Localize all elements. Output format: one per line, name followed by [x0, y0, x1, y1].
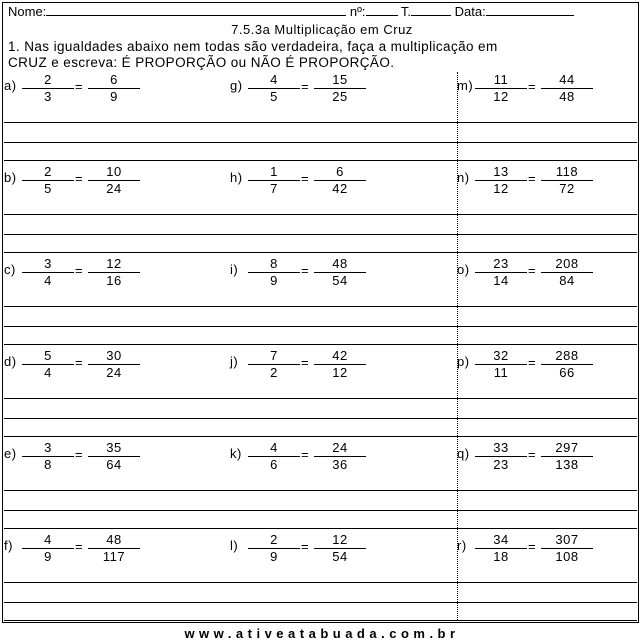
denominator: 16 — [106, 273, 122, 288]
instruction-line-2: CRUZ e escreva: É PROPORÇÃO ou NÃO É PROPORÇÃO. — [8, 55, 395, 70]
left-fraction — [22, 533, 74, 563]
page-title: 7.5.3a Multiplicação em Cruz — [231, 22, 413, 37]
denominator: 64 — [106, 457, 122, 472]
exercise-item — [4, 348, 224, 388]
answer-line[interactable] — [4, 490, 637, 491]
exercise-item — [4, 440, 224, 480]
denominator: 72 — [559, 181, 575, 196]
answer-line[interactable] — [4, 344, 637, 345]
numerator: 6 — [110, 72, 118, 87]
denominator: 5 — [44, 181, 52, 196]
answer-line[interactable] — [4, 418, 637, 419]
answer-line[interactable] — [4, 602, 637, 603]
class-label: T. — [400, 4, 412, 19]
student-info-line — [8, 4, 574, 19]
numerator: 4 — [270, 72, 278, 87]
denominator: 138 — [555, 457, 579, 472]
left-fraction — [248, 257, 300, 287]
left-fraction — [475, 257, 527, 287]
exercise-item — [4, 256, 224, 296]
left-fraction — [248, 73, 300, 103]
exercise-letter: e) — [4, 446, 17, 461]
exercise-letter: p) — [457, 354, 470, 369]
left-fraction — [475, 73, 527, 103]
exercise-letter: n) — [457, 170, 470, 185]
exercise-letter: f) — [4, 538, 13, 553]
equals-sign: = — [75, 355, 84, 370]
denominator: 6 — [270, 457, 278, 472]
denominator: 54 — [332, 549, 348, 564]
numerator: 44 — [559, 72, 575, 87]
equals-sign: = — [528, 355, 537, 370]
answer-line[interactable] — [4, 398, 637, 399]
instruction-line-1: 1. Nas igualdades abaixo nem todas são verdadeira, faça a multiplicação em — [8, 39, 498, 54]
denominator: 5 — [270, 89, 278, 104]
denominator: 4 — [44, 365, 52, 380]
denominator: 48 — [559, 89, 575, 104]
numerator: 32 — [493, 348, 509, 363]
right-fraction — [88, 349, 140, 379]
answer-line[interactable] — [4, 510, 637, 511]
numerator: 13 — [493, 164, 509, 179]
exercise-letter: k) — [230, 446, 242, 461]
denominator: 3 — [44, 89, 52, 104]
numerator: 33 — [493, 440, 509, 455]
numerator: 4 — [270, 440, 278, 455]
denominator: 84 — [559, 273, 575, 288]
numerator: 297 — [555, 440, 579, 455]
right-fraction — [541, 73, 593, 103]
equals-sign: = — [301, 79, 310, 94]
left-fraction — [22, 165, 74, 195]
numerator: 30 — [106, 348, 122, 363]
answer-line[interactable] — [4, 436, 637, 437]
left-fraction — [248, 533, 300, 563]
number-blank[interactable] — [366, 15, 398, 16]
name-blank[interactable] — [46, 15, 346, 16]
denominator: 24 — [106, 365, 122, 380]
denominator: 8 — [44, 457, 52, 472]
equals-sign: = — [301, 539, 310, 554]
numerator: 3 — [44, 440, 52, 455]
numerator: 10 — [106, 164, 122, 179]
answer-line[interactable] — [4, 528, 637, 529]
number-label: nº: — [349, 4, 366, 19]
denominator: 9 — [270, 273, 278, 288]
instructions — [8, 39, 628, 71]
left-fraction — [22, 441, 74, 471]
exercise-letter: r) — [457, 538, 467, 553]
denominator: 18 — [493, 549, 509, 564]
denominator: 117 — [102, 549, 126, 564]
denominator: 25 — [332, 89, 348, 104]
numerator: 48 — [332, 256, 348, 271]
denominator: 12 — [332, 365, 348, 380]
denominator: 23 — [493, 457, 509, 472]
numerator: 12 — [332, 532, 348, 547]
numerator: 3 — [44, 256, 52, 271]
answer-line[interactable] — [4, 252, 637, 253]
denominator: 66 — [559, 365, 575, 380]
denominator: 12 — [493, 181, 509, 196]
left-fraction — [248, 441, 300, 471]
denominator: 9 — [270, 549, 278, 564]
denominator: 42 — [332, 181, 348, 196]
denominator: 14 — [493, 273, 509, 288]
denominator: 54 — [332, 273, 348, 288]
exercise-letter: h) — [230, 170, 243, 185]
left-fraction — [248, 349, 300, 379]
exercise-item — [230, 348, 450, 388]
equals-sign: = — [301, 171, 310, 186]
footer-url: www.ativeatabuada.com.br — [184, 626, 460, 641]
numerator: 15 — [332, 72, 348, 87]
numerator: 2 — [270, 532, 278, 547]
answer-line[interactable] — [4, 142, 637, 143]
exercise-item — [230, 164, 450, 204]
equals-sign: = — [75, 79, 84, 94]
denominator: 24 — [106, 181, 122, 196]
equals-sign: = — [75, 539, 84, 554]
name-label: Nome: — [8, 4, 47, 19]
right-fraction — [314, 165, 366, 195]
exercise-letter: l) — [230, 538, 239, 553]
numerator: 208 — [555, 256, 579, 271]
equals-sign: = — [301, 447, 310, 462]
date-label: Data: — [454, 4, 486, 19]
denominator: 7 — [270, 181, 278, 196]
numerator: 48 — [106, 532, 122, 547]
left-fraction — [22, 257, 74, 287]
exercise-letter: c) — [4, 262, 16, 277]
equals-sign: = — [75, 171, 84, 186]
left-fraction — [248, 165, 300, 195]
right-fraction — [314, 73, 366, 103]
numerator: 1 — [270, 164, 278, 179]
right-fraction — [88, 257, 140, 287]
right-fraction — [88, 441, 140, 471]
numerator: 5 — [44, 348, 52, 363]
equals-sign: = — [528, 79, 537, 94]
exercise-item — [4, 532, 224, 572]
exercise-item — [4, 164, 224, 204]
left-fraction — [475, 349, 527, 379]
denominator: 4 — [44, 273, 52, 288]
equals-sign: = — [528, 447, 537, 462]
exercise-letter: b) — [4, 170, 17, 185]
right-fraction — [541, 441, 593, 471]
answer-line[interactable] — [4, 214, 637, 215]
right-fraction — [541, 349, 593, 379]
numerator: 2 — [44, 72, 52, 87]
exercise-item — [457, 72, 644, 112]
right-fraction — [541, 533, 593, 563]
right-fraction — [314, 257, 366, 287]
numerator: 307 — [555, 532, 579, 547]
numerator: 6 — [336, 164, 344, 179]
denominator: 9 — [110, 89, 118, 104]
class-blank[interactable] — [411, 15, 451, 16]
denominator: 2 — [270, 365, 278, 380]
right-fraction — [88, 533, 140, 563]
exercise-item — [457, 348, 644, 388]
exercise-letter: g) — [230, 78, 243, 93]
exercise-item — [230, 256, 450, 296]
denominator: 12 — [493, 89, 509, 104]
left-fraction — [22, 73, 74, 103]
numerator: 4 — [44, 532, 52, 547]
equals-sign: = — [75, 447, 84, 462]
exercise-item — [230, 440, 450, 480]
exercise-item — [4, 72, 224, 112]
equals-sign: = — [75, 263, 84, 278]
exercise-letter: q) — [457, 446, 470, 461]
right-fraction — [314, 533, 366, 563]
exercise-letter: a) — [4, 78, 17, 93]
exercise-item — [230, 532, 450, 572]
exercise-item — [457, 440, 644, 480]
left-fraction — [475, 533, 527, 563]
denominator: 108 — [555, 549, 579, 564]
answer-line[interactable] — [4, 326, 637, 327]
numerator: 11 — [493, 72, 509, 87]
answer-line[interactable] — [4, 234, 637, 235]
equals-sign: = — [528, 171, 537, 186]
exercise-letter: o) — [457, 262, 470, 277]
numerator: 12 — [106, 256, 122, 271]
exercise-item — [457, 164, 644, 204]
exercise-item — [457, 532, 644, 572]
right-fraction — [314, 349, 366, 379]
answer-line[interactable] — [4, 582, 637, 583]
right-fraction — [88, 73, 140, 103]
exercise-letter: d) — [4, 354, 17, 369]
numerator: 24 — [332, 440, 348, 455]
exercise-letter: m) — [457, 78, 474, 93]
exercise-item — [457, 256, 644, 296]
numerator: 34 — [493, 532, 509, 547]
numerator: 42 — [332, 348, 348, 363]
date-blank[interactable] — [486, 15, 574, 16]
equals-sign: = — [528, 263, 537, 278]
answer-line[interactable] — [4, 306, 637, 307]
equals-sign: = — [528, 539, 537, 554]
equals-sign: = — [301, 355, 310, 370]
right-fraction — [541, 257, 593, 287]
denominator: 11 — [493, 365, 509, 380]
answer-line[interactable] — [4, 160, 637, 161]
exercise-item — [230, 72, 450, 112]
numerator: 35 — [106, 440, 122, 455]
numerator: 23 — [493, 256, 509, 271]
numerator: 8 — [270, 256, 278, 271]
answer-line[interactable] — [4, 122, 637, 123]
denominator: 9 — [44, 549, 52, 564]
numerator: 7 — [270, 348, 278, 363]
equals-sign: = — [301, 263, 310, 278]
numerator: 118 — [555, 164, 579, 179]
answer-line[interactable] — [4, 620, 637, 621]
right-fraction — [541, 165, 593, 195]
exercise-letter: j) — [230, 354, 239, 369]
left-fraction — [475, 441, 527, 471]
right-fraction — [88, 165, 140, 195]
numerator: 2 — [44, 164, 52, 179]
denominator: 36 — [332, 457, 348, 472]
left-fraction — [22, 349, 74, 379]
numerator: 288 — [555, 348, 579, 363]
exercise-letter: i) — [230, 262, 239, 277]
left-fraction — [475, 165, 527, 195]
right-fraction — [314, 441, 366, 471]
